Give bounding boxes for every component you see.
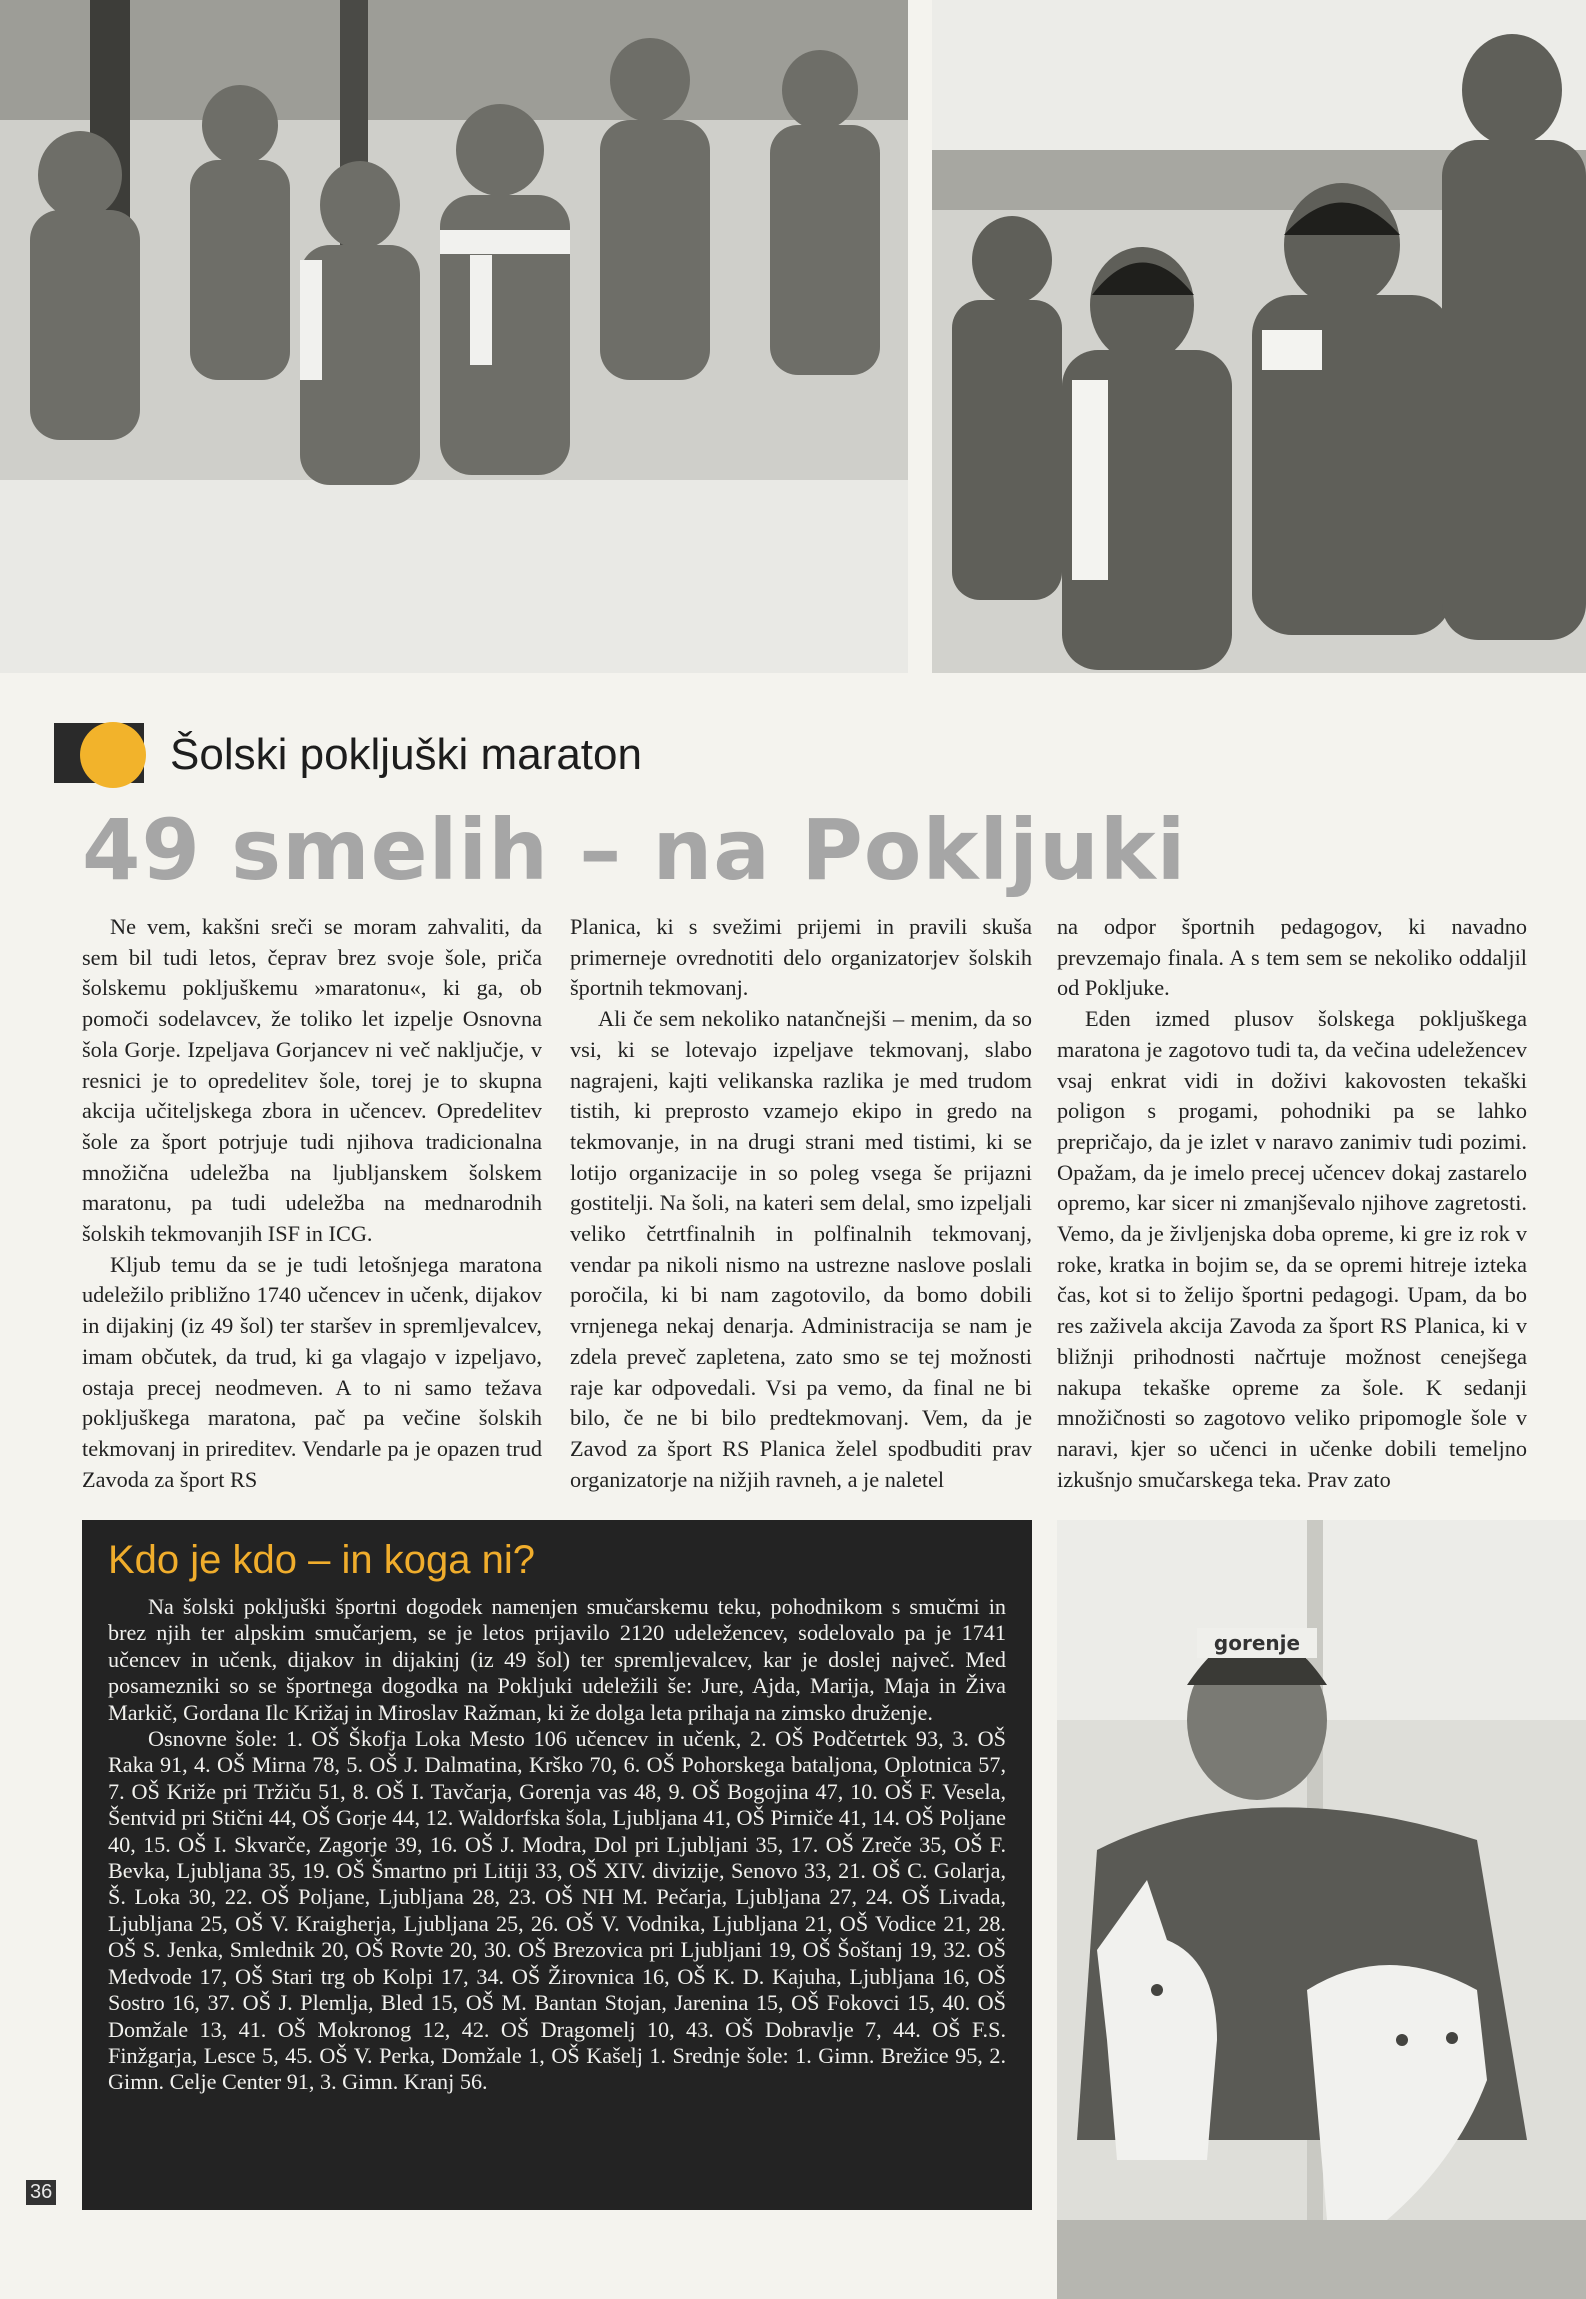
sidebar-title: Kdo je kdo – in koga ni? <box>108 1538 535 1582</box>
cap-brand-text: gorenje <box>1213 1631 1301 1655</box>
photo-children-in-ski-jackets <box>932 0 1586 673</box>
article-kicker: Šolski pokljuški maraton <box>170 730 642 779</box>
sidebar-results: Osnovne šole: 1. OŠ Škofja Loka Mesto 106 učencev in učenk, 2. OŠ Podčetrtek 93, 3. OŠ Raka 91, 4. OŠ Mirna 78, 5. OŠ J. Dalmatina, Krško 70, 6. OŠ Pohorskega bataljona, Oplotnica 57, 7. OŠ Križe pri Tržiču 51, 8. OŠ I. Tavčarja, Gorenja vas 48, 9. OŠ Bogojina 47, 10. OŠ F. Vesela, Šentvid pri Stični 44, OŠ Gorje 44, 12. Waldorfska šola, Ljubljana 41, OŠ Pirniče 41, 14. OŠ Poljane 40, 15. OŠ I. Skvarče, Zagorje 39, 16. OŠ J. Modra, Dol pri Ljubljani 35, 17. OŠ Zreče 35, OŠ F. Bevka, Ljubljana 35, 19. OŠ Šmartno pri Litiji 33, OŠ XIV. divizije, Senovo 33, 21. OŠ C. Golarja, Š. Loka 30, 22. OŠ Poljane, Ljubljana 28, 23. OŠ NH M. Pečarja, Ljubljana 27, 24. OŠ Livada, Ljubljana 25, OŠ V. Kraigherja, Ljubljana 25, 26. OŠ V. Vodnika, Ljubljana 21, OŠ Vodice 21, 28. OŠ S. Jenka, Smlednik 20, OŠ Rovte 20, 30. OŠ Brezovica pri Ljubljani 19, OŠ Šoštanj 19, 32. OŠ Medvode 17, OŠ Stari trg ob Kolpi 17, 34. OŠ Žirovnica 16, OŠ K. D. Kajuha, Ljubljana 16, OŠ Sostro 16, 37. OŠ J. Plemlja, Bled 15, OŠ M. Bantan Stojan, Jarenina 15, OŠ Fokovci 15, 40. OŠ Domžale 13, 41. OŠ Mokronog 12, 42. OŠ Dragomelj 10, 43. OŠ Dobravlje 7, 44. OŠ F.S. Finžgarja, Lesce 5, 45. OŠ V. Perka, Domžale 1, OŠ Kašelj 1. Srednje šole: 1. Gimn. Brežice 95, 2. Gimn. Celje Center 91, 3. Gimn. Kranj 56. <box>108 1726 1006 2095</box>
paragraph: Kljub temu da se je tudi letošnjega maratona udeležilo približno 1740 učencev in učenk, dijakov in dijakinj (iz 49 šol) ter staršev in spremljevalcev, imam občutek, da trud, ki ga vlagajo v izpeljavo, ostaja precej neodmeven. A to ni samo težava pokljuškega maratona, pač pa večine šolskih tekmovanj in prireditev. Vendarle pa je opazen trud Zavoda za šport RS <box>82 1251 542 1492</box>
paragraph: Eden izmed plusov šolskega pokljuškega maratona je zagotovo tudi ta, da večina udeležencev vsaj enkrat vidi in doživi kakovosten tekaški poligon s progami, pohodniki pa se lahko prepričajo, da je izlet v naravo zanimiv tudi pozimi. Opažam, da je imelo precej učencev dokaj zastarelo opremo, kar sicer ni zmanjševalo njihove zagretosti. Vemo, da je življenjska doba opreme, ki gre iz rok v roke, kratka in bojim se, da se opremi hitreje izteka čas, kot si to želijo športni pedagogi. Upam, da bo res zaživela akcija Zavoda za šport RS Planica, ki v bližnji prihodnosti načrtuje možnost cenejšega nakupa tekaške opreme za šole. K sedanji množičnosti so zagotovo veliko pripomogle šole v naravi, kjer so učenci in učenke dobili temeljno izkušnjo smučarskega teka. Prav zato <box>1057 1006 1527 1492</box>
article-headline: 49 smelih – na Pokljuki <box>82 801 1187 899</box>
article-column-1 <box>82 912 542 1528</box>
sidebar-box <box>82 1520 1032 2210</box>
article-column-3 <box>1057 912 1527 1528</box>
man-with-dogs-illustration <box>1057 1520 1586 2299</box>
article-column-2 <box>570 912 1032 1528</box>
photo-children-walking-in-snow <box>0 0 908 673</box>
paragraph: Ali če sem nekoliko natančnejši – menim, da so vsi, ki se lotevajo izpeljave tekmovanj, slabo nagrajeni, kajti velikanska razlika je med trudom tistih, ki preprosto vzamejo ekipo in gredo na tekmovanje, in na drugi strani med tistimi, ki se lotijo organizacije in so poleg vsega še prijazni gostitelji. Na šoli, na kateri sem delal, smo izpeljali veliko četrtfinalnih in polfinalnih tekmovanj, vendar pa nikoli nismo na ustrezne naslove poslali poročila, ki bi nam zagotovilo, da bomo dobili vrnjenega nekaj denarja. Administracija se nam je zdela preveč zapletena, zato smo se tej možnosti raje kar odpovedali. Vsi pa vemo, da final ne bi bilo, če ne bi bilo predtekmovanj. Vem, da je Zavod za šport RS Planica želel spodbuditi prav organizatorje na nižjih ravneh, a je naletel <box>570 1006 1032 1492</box>
page-number: 36 <box>26 2180 56 2205</box>
photo-man-with-huskies <box>1057 1520 1586 2299</box>
sidebar-paragraph: Na šolski pokljuški športni dogodek namenjen smučarskemu teku, pohodnikom s smučmi in brez njih ter alpskim smučarjem, se je letos prijavilo 2120 udeležencev, sodelovalo pa je 1741 učencev in učenk, dijakov in dijakinj (iz 49 šol) ter spremljevalcev, kar je doslej največ. Med posamezniki so se športnega dogodka na Pokljuki udeležili še: Jure, Ajda, Marija, Maja in Živa Markič, Gordana Ilc Križaj in Miroslav Ražman, ki že dolga leta prihaja na zimsko druženje. <box>108 1594 1006 1725</box>
paragraph: Planica, ki s svežimi prijemi in pravili skuša primerneje ovrednotiti delo organizatorjev šolskih športnih tekmovanj. <box>570 914 1032 1001</box>
children-group-illustration <box>932 0 1586 673</box>
paragraph: Ne vem, kakšni sreči se moram zahvaliti, da sem bil tudi letos, čeprav brez svoje šole, priča šolskemu pokljuškemu »maratonu«, ki ga, ob pomoči sodelavcev, že toliko let izpelje Osnovna šola Gorje. Izpeljava Gorjancev ni več naključje, v resnici je to opredelitev šole, torej je to skupna akcija učiteljskega zbora in učencev. Opredelitev šole za šport potrjuje tudi njihova tradicionalna množična udeležba na ljubljanskem šolskem maratonu, pa tudi udeležba na mednarodnih šolskih tekmovanjih ISF in ICG. <box>82 914 542 1247</box>
kicker-dot <box>80 722 146 788</box>
children-scene-illustration <box>0 0 908 673</box>
paragraph: na odpor športnih pedagogov, ki navadno prevzemajo finala. A s tem sem se nekoliko oddaljil od Pokljuke. <box>1057 914 1527 1001</box>
